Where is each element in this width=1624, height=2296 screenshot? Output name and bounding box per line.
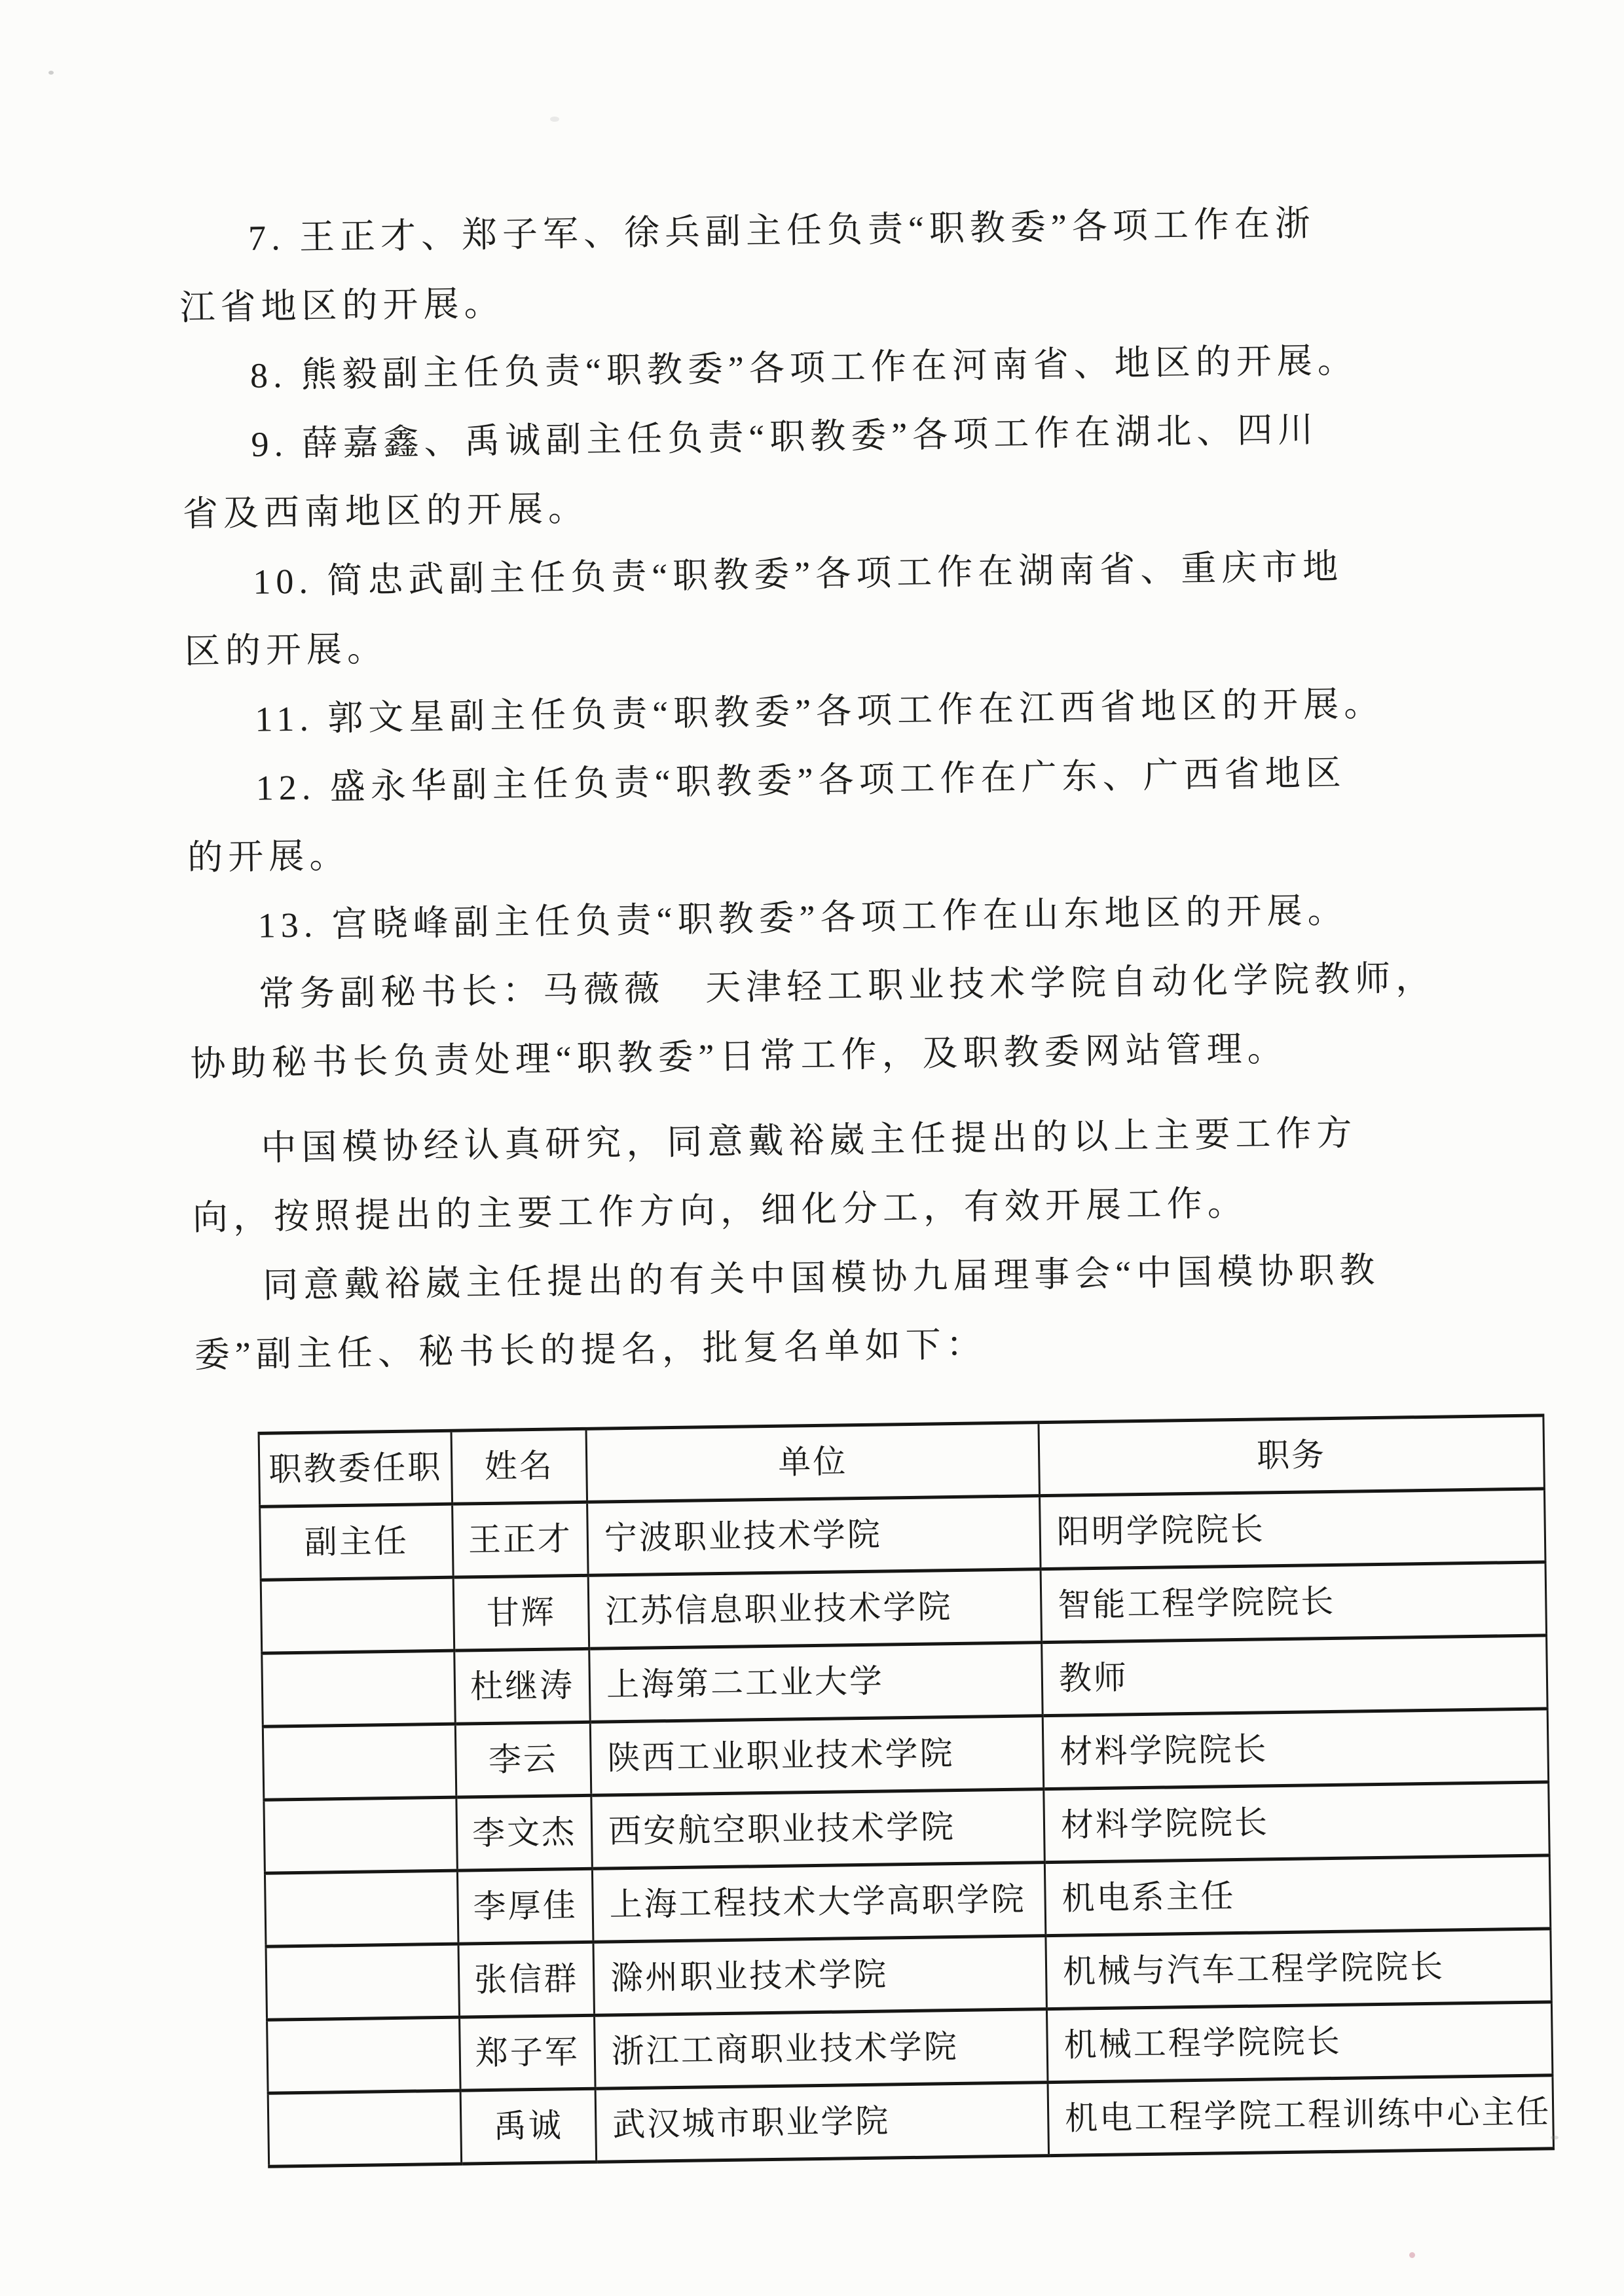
scan-speck bbox=[1409, 2252, 1415, 2258]
body-line: 11. 郭文星副主任负责“职教委”各项工作在江西省地区的开展。 bbox=[254, 683, 1385, 739]
body-line: 的开展。 bbox=[187, 835, 350, 878]
cell-unit: 上海工程技术大学高职学院 bbox=[592, 1863, 1045, 1942]
body-line: 8. 熊毅副主任负责“职教委”各项工作在河南省、地区的开展。 bbox=[249, 340, 1359, 395]
cell-unit: 上海第二工业大学 bbox=[589, 1643, 1043, 1722]
cell-name: 王正才 bbox=[452, 1502, 589, 1577]
cell-duty: 智能工程学院院长 bbox=[1041, 1562, 1546, 1643]
cell-duty: 机电工程学院工程训练中心主任 bbox=[1048, 2075, 1553, 2156]
cell-duty: 材料学院院长 bbox=[1043, 1709, 1548, 1789]
body-line: 12. 盛永华副主任负责“职教委”各项工作在广东、广西省地区 bbox=[255, 753, 1346, 808]
cell-name: 李文杰 bbox=[456, 1795, 593, 1870]
cell-name: 张信群 bbox=[458, 1942, 595, 2017]
cell-duty: 阳明学院院长 bbox=[1040, 1489, 1545, 1569]
cell-position bbox=[266, 1944, 460, 2020]
body-line: 协助秘书长负责处理“职教委”日常工作，及职教委网站管理。 bbox=[190, 1029, 1288, 1084]
scan-speck bbox=[48, 71, 54, 75]
cell-duty: 机电系主任 bbox=[1044, 1855, 1550, 1936]
cell-name: 禹诚 bbox=[460, 2088, 597, 2164]
cell-unit: 西安航空职业技术学院 bbox=[591, 1789, 1044, 1869]
body-line: 区的开展。 bbox=[184, 629, 388, 672]
cell-duty: 机械与汽车工程学院院长 bbox=[1046, 1929, 1551, 2009]
column-header-unit: 单位 bbox=[586, 1423, 1039, 1503]
scan-speck bbox=[1551, 2136, 1559, 2140]
cell-position bbox=[261, 1577, 454, 1653]
cell-position bbox=[263, 1724, 456, 1800]
cell-position bbox=[267, 2017, 461, 2093]
cell-duty: 机械工程学院院长 bbox=[1046, 2002, 1552, 2083]
cell-name: 杜继涛 bbox=[454, 1649, 591, 1724]
scan-speck bbox=[1308, 2120, 1315, 2125]
cell-unit: 陕西工业职业技术学院 bbox=[590, 1716, 1043, 1796]
cell-position bbox=[268, 2090, 462, 2166]
body-line: 委”副主任、秘书长的提名，批复名单如下： bbox=[194, 1324, 987, 1376]
column-header-name: 姓名 bbox=[451, 1429, 587, 1504]
cell-unit: 江苏信息职业技术学院 bbox=[588, 1569, 1041, 1649]
body-line: 13. 宫晓峰副主任负责“职教委”各项工作在山东地区的开展。 bbox=[257, 890, 1348, 945]
scan-speck bbox=[550, 117, 559, 122]
body-line: 江省地区的开展。 bbox=[179, 283, 505, 328]
cell-unit: 武汉城市职业学院 bbox=[595, 2083, 1048, 2162]
body-line: 7. 王正才、郑子军、徐兵副主任负责“职教委”各项工作在浙 bbox=[248, 204, 1316, 258]
cell-duty: 教师 bbox=[1042, 1635, 1547, 1716]
cell-position bbox=[265, 1870, 458, 1946]
cell-name: 郑子军 bbox=[460, 2015, 596, 2090]
cell-position: 副主任 bbox=[260, 1504, 454, 1580]
cell-unit: 宁波职业技术学院 bbox=[587, 1496, 1041, 1576]
cell-position bbox=[262, 1650, 456, 1726]
body-line: 9. 薛嘉鑫、禹诚副主任负责“职教委”各项工作在湖北、四川 bbox=[251, 410, 1319, 464]
body-line: 常务副秘书长：马薇薇 天津轻工职业技术学院自动化学院教师， bbox=[258, 958, 1437, 1014]
column-header-duty: 职务 bbox=[1039, 1415, 1544, 1496]
cell-name: 甘辉 bbox=[453, 1575, 589, 1650]
body-line: 10. 简忠武副主任负责“职教委”各项工作在湖南省、重庆市地 bbox=[252, 547, 1344, 602]
cell-name: 李云 bbox=[455, 1722, 591, 1797]
cell-position bbox=[264, 1797, 458, 1873]
body-line: 同意戴裕崴主任提出的有关中国模协九届理事会“中国模协职教 bbox=[262, 1250, 1380, 1305]
column-header-position: 职教委任职 bbox=[259, 1430, 452, 1506]
body-line: 省及西南地区的开展。 bbox=[182, 488, 589, 534]
appointment-table bbox=[258, 1413, 1555, 2168]
cell-unit: 滁州职业技术学院 bbox=[593, 1936, 1046, 2016]
body-line: 向，按照提出的主要工作方向，细化分工，有效开展工作。 bbox=[192, 1183, 1249, 1238]
cell-duty: 材料学院院长 bbox=[1044, 1782, 1549, 1863]
body-line: 中国模协经认真研究，同意戴裕崴主任提出的以上主要工作方 bbox=[261, 1113, 1357, 1168]
cell-name: 李厚佳 bbox=[457, 1868, 593, 1944]
cell-unit: 浙江工商职业技术学院 bbox=[595, 2009, 1048, 2089]
